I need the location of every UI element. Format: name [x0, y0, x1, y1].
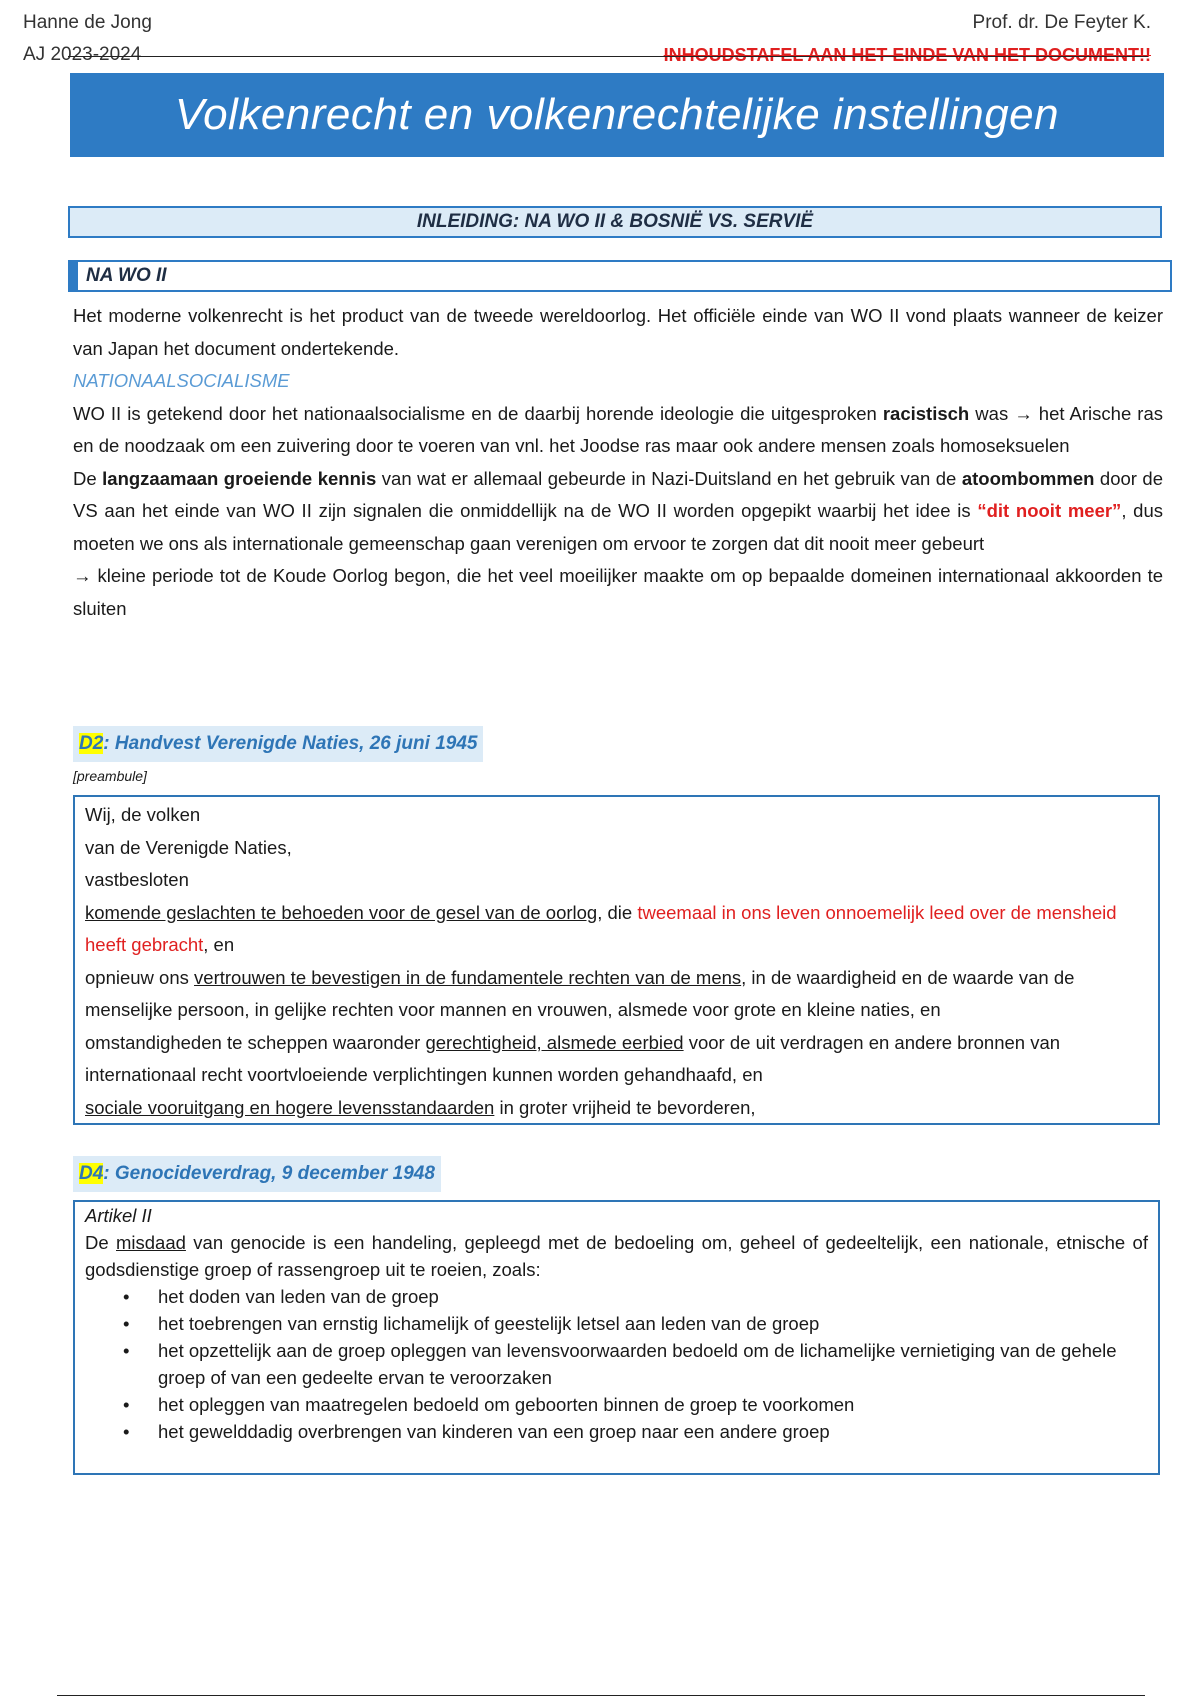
author-name: Hanne de Jong: [23, 12, 152, 33]
d4-paragraph: De misdaad van genocide is een handeling, gepleegd met de bedoeling om, geheel of gedeeltelijk, een nationale, etnische of godsdienstige groep of rassengroep uit te roeien, zoals:: [85, 1232, 1148, 1280]
intro-paragraph-3: De langzaamaan groeiende kennis van wat er allemaal gebeurde in Nazi-Duitsland en het gebruik van de atoombommen door de VS aan het einde van WO II zijn signalen die onmiddellijk na de WO II worden opgepikt waarbij het idee is “dit nooit meer”, dus moeten we ons als internationale gemeenschap gaan verenigen om ervoor te zorgen dat dit nooit meer gebeurt: [73, 467, 1164, 554]
d4-quote-box: [73, 1200, 1160, 1475]
section-heading: NA WO II: [68, 260, 1172, 292]
intro-paragraph-4: → kleine periode tot de Koude Oorlog begon, die het veel moeilijker maakte om op bepaalde domeinen internationaal akkoorden te sluiten: [73, 565, 1163, 619]
d4-title: : Genocideverdrag, 9 december 1948: [103, 1163, 435, 1184]
d4-heading: [73, 1156, 441, 1192]
preamble-label: [preambule]: [73, 768, 147, 784]
d2-heading: [73, 726, 483, 762]
d2-line-5: opnieuw ons vertrouwen te bevestigen in de fundamentele rechten van de mens, in de waardigheid en de waarde van de menselijke persoon, in gelijke rechten voor mannen en vrouwen, alsmede voor grote en kleine naties, en: [85, 966, 1075, 1020]
d4-article-label: Artikel II: [85, 1205, 152, 1226]
d2-line-1: Wij, de volken: [85, 804, 201, 825]
list-item: • het opleggen van maatregelen bedoeld om geboorten binnen de groep te voorkomen: [158, 1391, 1148, 1418]
list-item: • het doden van leden van de groep: [158, 1283, 1148, 1310]
footer-divider: [57, 1695, 1145, 1696]
d2-line-3: vastbesloten: [85, 869, 189, 890]
d2-title: : Handvest Verenigde Naties, 26 juni 1945: [103, 733, 478, 754]
academic-year: AJ 2023-2024: [23, 44, 142, 65]
intro-text: [73, 300, 1163, 625]
list-item: • het gewelddadig overbrengen van kinderen van een groep naar een andere groep: [158, 1418, 1148, 1445]
subheading-nationaalsocialisme: NATIONAALSOCIALISME: [73, 370, 290, 391]
intro-paragraph-2: WO II is getekend door het nationaalsocialisme en de daarbij horende ideologie die uitgesproken racistisch was → het Arische ras en de noodzaak om een zuivering door te voeren van vnl. het Joodse ras maar ook andere mensen zoals homoseksuelen: [73, 402, 1163, 456]
list-item: • het toebrengen van ernstig lichamelijk of geestelijk letsel aan leden van de groep: [158, 1310, 1148, 1337]
d4-list: [85, 1283, 1148, 1445]
chapter-heading: INLEIDING: NA WO II & BOSNIË VS. SERVIË: [68, 206, 1162, 238]
toc-notice: INHOUDSTAFEL AAN HET EINDE VAN HET DOCUMENT!!: [663, 45, 1151, 65]
document-title: Volkenrecht en volkenrechtelijke instellingen: [70, 73, 1164, 157]
d2-tag: D2: [79, 733, 104, 754]
intro-paragraph-1: Het moderne volkenrecht is het product van de tweede wereldoorlog. Het officiële einde van WO II vond plaats wanneer de keizer van Japan het document ondertekende.: [73, 305, 1163, 359]
d2-line-4: komende geslachten te behoeden voor de gesel van de oorlog, die tweemaal in ons leven onnoemelijk leed over de mensheid heeft gebracht, en: [85, 901, 1117, 955]
d2-line-7: sociale vooruitgang en hogere levensstandaarden in groter vrijheid te bevorderen,: [85, 1096, 756, 1118]
d2-line-2: van de Verenigde Naties,: [85, 836, 292, 858]
list-item: • het opzettelijk aan de groep opleggen van levensvoorwaarden bedoeld om de lichamelijke vernietiging van de gehele groep of van een gedeelte ervan te veroorzaken: [158, 1337, 1148, 1391]
header-divider: [68, 56, 1148, 57]
d4-tag: D4: [79, 1163, 104, 1184]
d2-line-6: omstandigheden te scheppen waaronder gerechtigheid, alsmede eerbied voor de uit verdragen en andere bronnen van internationaal recht voortvloeiende verplichtingen kunnen worden gehandhaafd, en: [85, 1031, 1061, 1085]
professor-name: Prof. dr. De Feyter K.: [972, 12, 1151, 33]
d2-quote-box: [73, 795, 1160, 1125]
